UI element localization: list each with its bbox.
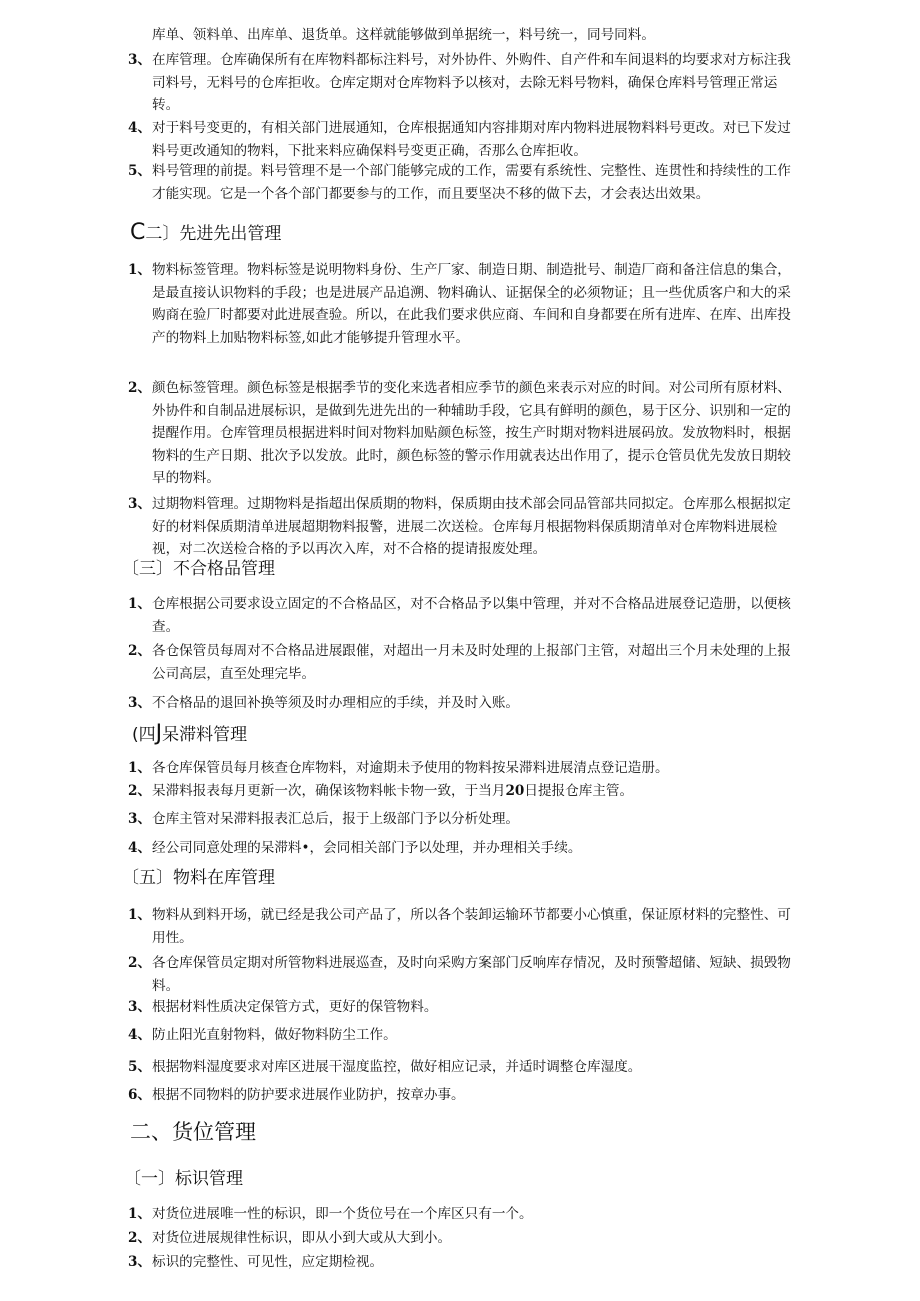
item-text: 在库管理。仓库确保所有在库物料都标注料号，对外协件、外购件、自产件和车间退料的均要求对方标注我司料号，无料号的仓库拒收。仓库定期对仓库物料予以核对，去除无料号物料，确保仓库料号管理正常运转。: [152, 52, 791, 113]
section-heading-slow-moving: [132, 722, 247, 747]
item-number: 3、: [128, 52, 152, 68]
chapter-heading-location: 二、货位管理: [130, 1120, 256, 1144]
list-item: [128, 493, 800, 561]
list-item: [128, 1227, 800, 1250]
item-text: 标识的完整性、可见性，应定期检视。: [152, 1254, 384, 1270]
list-item: [128, 117, 800, 162]
list-item: [128, 377, 800, 490]
item-number: 5、: [128, 163, 152, 179]
list-item: [128, 1024, 800, 1047]
item-text: [128, 780, 800, 803]
item-number: 3、: [128, 695, 152, 711]
item-text: 各仓库保管员定期对所管物料进展巡查，及时向采购方案部门反响库存情况，及时预警超储、短缺、损毁物料。: [152, 955, 791, 994]
list-item: [128, 1251, 800, 1274]
item-number: 2、: [128, 783, 152, 799]
item-number: 4、: [128, 840, 152, 856]
item-number: 3、: [128, 1254, 152, 1270]
list-item: [128, 49, 800, 117]
text-after: 日提报仓库主管。: [524, 783, 634, 799]
section-heading-identification: 〔一〕标识管理: [124, 1169, 243, 1189]
item-text: 仓库根据公司要求设立固定的不合格品区，对不合格品予以集中管理，并对不合格品进展登记造册，以便核查。: [152, 596, 791, 635]
item-number: 2、: [128, 643, 152, 659]
item-text: 根据不同物料的防护要求进展作业防护，按章办事。: [152, 1087, 465, 1103]
item-number: 3、: [128, 496, 152, 512]
item-text: 各仓保管员每周对不合格品进展跟催，对超出一月未及时处理的上报部门主管，对超出三个月未处理的上报公司高层，直至处理完毕。: [152, 643, 791, 682]
item-number: 3、: [128, 811, 152, 827]
section-heading-nonconforming: 〔三〕不合格品管理: [122, 559, 275, 579]
item-number: 2、: [128, 1230, 152, 1246]
item-text: 物料标签管理。物料标签是说明物料身份、生产厂家、制造日期、制造批号、制造厂商和备注信息的集合，是最直接认识物料的手段；也是进展产品追溯、物料确认、证据保全的必须物证；且一些优质客户和大的采购商在验厂时都要对此进展查验。所以，在此我们要求供应商、车间和自身都要在所有进库、在库、出库投产的物料上加贴物料标签,如此才能够提升管理水平。: [152, 262, 791, 346]
list-item: [128, 1084, 800, 1107]
item-text: 料号管理的前提。料号管理不是一个部门能够完成的工作，需要有系统性、完整性、连贯性和持续性的工作才能实现。它是一个各个部门都要参与的工作，而且要坚决不移的做下去，才会表达出效果。: [152, 163, 791, 202]
list-item: [128, 640, 800, 685]
item-number: 2、: [128, 955, 152, 971]
item-text: 对货位进展规律性标识，即从小到大或从大到小。: [152, 1230, 452, 1246]
item-number: 4、: [128, 120, 152, 136]
item-text: 经公司同意处理的呆滞料•，会同相关部门予以处理，并办理相关手续。: [152, 840, 582, 856]
heading-text: 呆滞料管理: [162, 725, 248, 745]
item-text: 仓库主管对呆滞料报表汇总后，报于上级部门予以分析处理。: [152, 811, 520, 827]
list-item: [128, 1203, 800, 1226]
continuation-line: 库单、领料单、出库单、退货单。这样就能够做到单据统一，料号统一，同号同料。: [152, 27, 655, 43]
item-number: 6、: [128, 1087, 152, 1103]
item-text: 各仓库保管员每月核查仓库物料，对逾期未予使用的物料按呆滞料进展清点登记造册。: [152, 760, 669, 776]
date-number: 20: [505, 783, 525, 799]
list-item: [128, 780, 800, 803]
item-number: 1、: [128, 907, 152, 923]
list-item: [128, 692, 800, 715]
list-item: [128, 837, 800, 860]
item-text: 根据材料性质决定保管方式，更好的保管物料。: [152, 999, 438, 1015]
item-text: 过期物料管理。过期物料是指超出保质期的物料，保质期由技术部会同品管部共同拟定。仓库那么根据拟定好的材料保质期清单进展超期物料报警，进展二次送检。仓库每月根据物料保质期清单对仓库物料进展检视，对二次送检合格的予以再次入库，对不合格的提请报废处理。: [152, 496, 791, 557]
list-item: [128, 952, 800, 997]
item-text: 颜色标签管理。颜色标签是根据季节的变化来选者相应季节的颜色来表示对应的时间。对公司所有原材料、外协件和自制品进展标识，是做到先进先出的一种辅助手段，它具有鲜明的颜色，易于区分、识别和一定的提醒作用。仓库管理员根据进料时间对物料加贴颜色标签，按生产时期对物料进展码放。发放物料时，根据物料的生产日期、批次予以发放。此时，颜色标签的警示作用就表达出作用了，提示仓管员优先发放日期较早的物料。: [152, 380, 791, 486]
text-before: 呆滞料报表每月更新一次，确保该物料帐卡物一致，于当月: [152, 783, 506, 799]
item-number: 1、: [128, 596, 152, 612]
list-item: [128, 904, 800, 949]
list-item: [128, 259, 800, 349]
item-number: 5、: [128, 1059, 152, 1075]
item-number: 1、: [128, 760, 152, 776]
item-number: 3、: [128, 999, 152, 1015]
list-item: [128, 160, 800, 205]
heading-glyph: J: [155, 721, 163, 746]
item-number: 4、: [128, 1027, 152, 1043]
item-text: 根据物料湿度要求对库区进展干湿度监控，做好相应记录，并适时调整仓库湿度。: [152, 1059, 642, 1075]
item-text: 对于料号变更的，有相关部门进展通知，仓库根据通知内容排期对库内物料进展物料料号更改。对已下发过料号更改通知的物料，下批来料应确保料号变更正确，否那么仓库拒收。: [152, 120, 791, 159]
list-item: [128, 593, 800, 638]
heading-prefix: C: [130, 220, 146, 245]
item-number: 1、: [128, 1206, 152, 1222]
list-item: [128, 757, 800, 780]
item-number: 2、: [128, 380, 152, 396]
item-number: 1、: [128, 262, 152, 278]
item-text: 物料从到料开场，就已经是我公司产品了，所以各个装卸运输环节都要小心慎重，保证原材料的完整性、可用性。: [152, 907, 791, 946]
list-item: [128, 808, 800, 831]
list-item: [128, 1056, 800, 1079]
list-item: [128, 996, 800, 1019]
item-text: 防止阳光直射物料，做好物料防尘工作。: [152, 1027, 397, 1043]
item-text: 不合格品的退回补换等须及时办理相应的手续，并及时入账。: [152, 695, 520, 711]
section-heading-in-stock: 〔五〕物料在库管理: [122, 868, 275, 888]
section-heading-fifo: [130, 221, 281, 246]
heading-text: 二〕先进先出管理: [145, 224, 282, 244]
item-text: 对货位进展唯一性的标识，即一个货位号在一个库区只有一个。: [152, 1206, 533, 1222]
heading-prefix: (四: [132, 725, 156, 745]
